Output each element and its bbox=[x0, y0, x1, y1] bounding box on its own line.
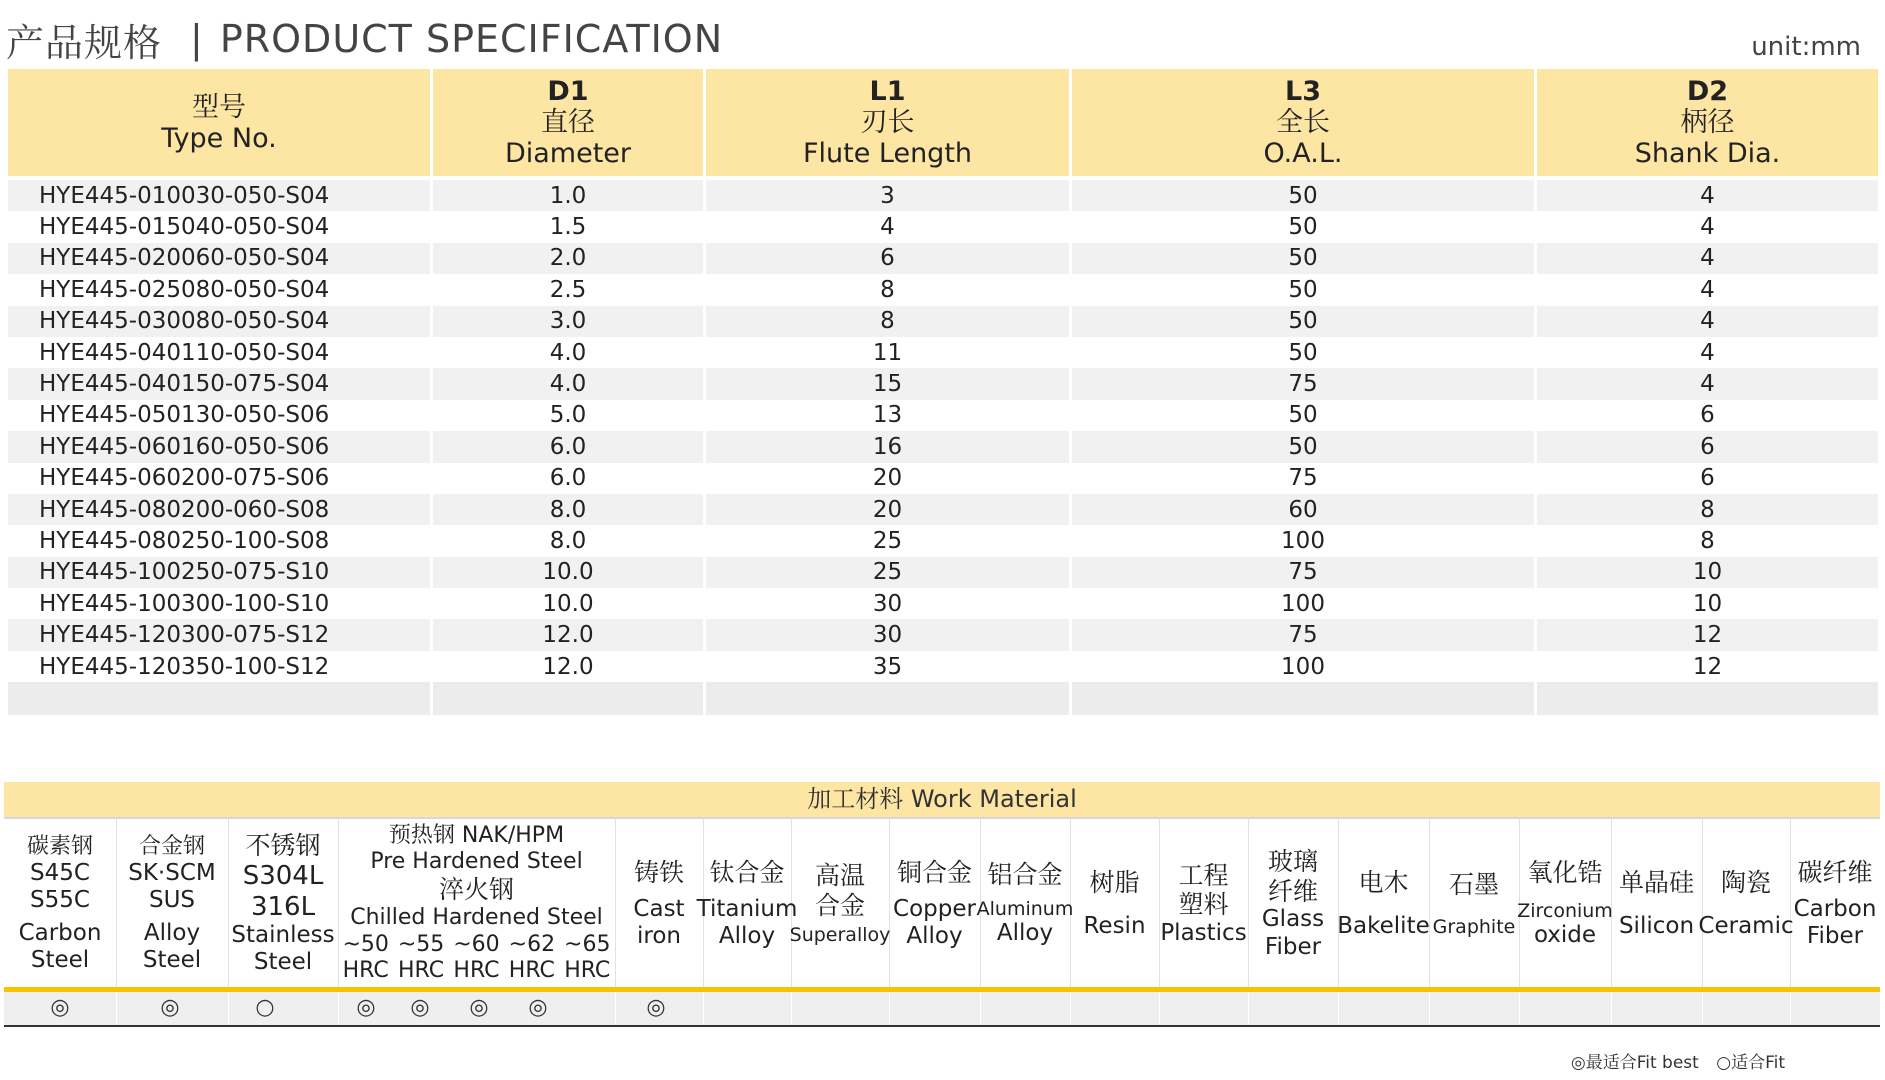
l1-cell: 6 bbox=[706, 243, 1072, 274]
type-no-cell: HYE445-040150-075-S04 bbox=[8, 368, 433, 399]
grade-55: ~55 HRC bbox=[397, 931, 445, 984]
work-material-title: 加工材料 Work Material bbox=[4, 782, 1880, 817]
d2-cell: 8 bbox=[1537, 525, 1878, 556]
page-title bbox=[6, 14, 723, 64]
material-cast-iron: 铸铁 Cast iron bbox=[615, 819, 704, 989]
d1-cell: 8.0 bbox=[433, 525, 706, 556]
material-carbon-fiber: 碳纤维 Carbon Fiber bbox=[1793, 858, 1877, 949]
d2-cell: 4 bbox=[1537, 243, 1878, 274]
material-superalloy: 高温 合金 Superalloy bbox=[791, 819, 890, 989]
material-stainless-steel: 不锈钢 S304L 316L Stainless Steel bbox=[228, 819, 339, 989]
fit-best-mark-hrc50: ◎ bbox=[356, 995, 376, 1020]
table-row bbox=[8, 525, 1878, 556]
table-row bbox=[8, 368, 1878, 399]
l1-cell: 35 bbox=[706, 651, 1072, 682]
material-titanium-alloy: 钛合金 Titanium Alloy bbox=[703, 819, 792, 989]
d1-cell: 8.0 bbox=[433, 494, 706, 525]
table-row bbox=[8, 211, 1878, 242]
material-plastics: 工程 塑料 Plastics bbox=[1159, 819, 1249, 989]
l3-cell: 50 bbox=[1072, 306, 1537, 337]
header-d2: D2 柄径 Shank Dia. bbox=[1537, 69, 1878, 176]
table-row bbox=[8, 400, 1878, 431]
material-carbon-steel: 碳素钢 S45C S55C Carbon Steel bbox=[4, 819, 117, 989]
d2-cell: 4 bbox=[1537, 176, 1878, 211]
fit-mark-stainless-steel: ○ bbox=[255, 995, 275, 1020]
material-resin: 树脂 Resin bbox=[1070, 819, 1160, 989]
d1-cell: 6.0 bbox=[433, 431, 706, 462]
fit-best-mark-hrc62: ◎ bbox=[528, 995, 548, 1020]
l3-cell: 75 bbox=[1072, 557, 1537, 588]
table-row bbox=[8, 651, 1878, 682]
l3-cell: 50 bbox=[1072, 431, 1537, 462]
type-no-cell: HYE445-015040-050-S04 bbox=[8, 211, 433, 242]
l1-cell: 30 bbox=[706, 588, 1072, 619]
legend-fit: ○适合Fit bbox=[1716, 1053, 1785, 1073]
table-bottom-line bbox=[4, 1025, 1880, 1027]
suitability-row bbox=[4, 992, 1880, 1025]
table-row bbox=[8, 306, 1878, 337]
l1-cell: 15 bbox=[706, 368, 1072, 399]
unit-label: unit:mm bbox=[1751, 32, 1861, 62]
material-graphite: 石墨 Graphite bbox=[1429, 819, 1520, 989]
l3-cell: 75 bbox=[1072, 368, 1537, 399]
l3-cell: 50 bbox=[1072, 337, 1537, 368]
table-row bbox=[8, 557, 1878, 588]
d1-cell: 4.0 bbox=[433, 368, 706, 399]
hardness-grades bbox=[338, 932, 615, 985]
header-l1: L1 刃长 Flute Length bbox=[706, 69, 1072, 176]
d1-cell: 1.5 bbox=[433, 211, 706, 242]
grade-50: ~50 HRC bbox=[342, 931, 389, 984]
fit-best-mark-carbon-steel: ◎ bbox=[50, 995, 70, 1020]
type-no-cell: HYE445-020060-050-S04 bbox=[8, 243, 433, 274]
grade-60: ~60 HRC bbox=[453, 931, 500, 984]
type-no-cell: HYE445-060160-050-S06 bbox=[8, 431, 433, 462]
d2-cell: 6 bbox=[1537, 431, 1878, 462]
d2-cell: 10 bbox=[1537, 557, 1878, 588]
l1-cell: 20 bbox=[706, 463, 1072, 494]
title-separator: | bbox=[190, 17, 204, 61]
type-no-cell: HYE445-100250-075-S10 bbox=[8, 557, 433, 588]
d1-cell: 6.0 bbox=[433, 463, 706, 494]
d2-cell: 10 bbox=[1537, 588, 1878, 619]
l1-cell: 25 bbox=[706, 557, 1072, 588]
l1-cell: 30 bbox=[706, 619, 1072, 650]
l1-cell: 13 bbox=[706, 400, 1072, 431]
type-no-cell: HYE445-030080-050-S04 bbox=[8, 306, 433, 337]
spec-header-row bbox=[8, 69, 1878, 176]
material-ceramic: 陶瓷 Ceramic bbox=[1702, 819, 1791, 989]
material-bakelite: 电木 Bakelite bbox=[1338, 819, 1430, 989]
d1-cell: 4.0 bbox=[433, 337, 706, 368]
table-row bbox=[8, 588, 1878, 619]
type-no-cell: HYE445-120300-075-S12 bbox=[8, 619, 433, 650]
l1-cell: 3 bbox=[706, 176, 1072, 211]
l3-cell: 50 bbox=[1072, 211, 1537, 242]
type-no-cell: HYE445-100300-100-S10 bbox=[8, 588, 433, 619]
type-no-cell: HYE445-060200-075-S06 bbox=[8, 463, 433, 494]
table-row bbox=[8, 463, 1878, 494]
type-no-cell: HYE445-080200-060-S08 bbox=[8, 494, 433, 525]
d2-cell: 4 bbox=[1537, 337, 1878, 368]
d2-cell: 6 bbox=[1537, 463, 1878, 494]
table-row bbox=[8, 176, 1878, 211]
l1-cell: 8 bbox=[706, 306, 1072, 337]
d2-cell: 4 bbox=[1537, 211, 1878, 242]
legend bbox=[1559, 1048, 1785, 1073]
l3-cell: 50 bbox=[1072, 274, 1537, 305]
d1-cell: 12.0 bbox=[433, 651, 706, 682]
l1-cell: 11 bbox=[706, 337, 1072, 368]
table-row bbox=[8, 274, 1878, 305]
type-no-cell: HYE445-050130-050-S06 bbox=[8, 400, 433, 431]
type-no-cell: HYE445-120350-100-S12 bbox=[8, 651, 433, 682]
l3-cell: 60 bbox=[1072, 494, 1537, 525]
material-glass-fiber: 玻璃 纤维 Glass Fiber bbox=[1248, 819, 1339, 989]
l3-cell: 50 bbox=[1072, 176, 1537, 211]
material-aluminum-alloy: 铝合金 Aluminum Alloy bbox=[980, 819, 1071, 989]
d1-cell: 5.0 bbox=[433, 400, 706, 431]
spec-table bbox=[8, 69, 1878, 715]
table-row bbox=[8, 494, 1878, 525]
d2-cell: 8 bbox=[1537, 494, 1878, 525]
material-pre-hardened-steel: 预热钢 NAK/HPM Pre Hardened Steel 淬火钢 Chilled Hardened Steel ~50 HRC ~55 HRC ~60 HRC ~62 HRC ~65 HRC bbox=[338, 819, 616, 989]
l3-cell: 50 bbox=[1072, 243, 1537, 274]
d2-cell: 12 bbox=[1537, 619, 1878, 650]
l1-cell: 20 bbox=[706, 494, 1072, 525]
type-no-cell: HYE445-040110-050-S04 bbox=[8, 337, 433, 368]
spec-body bbox=[8, 176, 1878, 715]
work-material-grid bbox=[4, 817, 1880, 989]
title-cn: 产品规格 bbox=[6, 20, 163, 65]
grade-62: ~62 HRC bbox=[508, 931, 556, 984]
table-row bbox=[8, 243, 1878, 274]
fit-best-mark-hrc60: ◎ bbox=[469, 995, 489, 1020]
l3-cell: 50 bbox=[1072, 400, 1537, 431]
l3-cell: 75 bbox=[1072, 463, 1537, 494]
l3-cell: 100 bbox=[1072, 651, 1537, 682]
l1-cell: 4 bbox=[706, 211, 1072, 242]
l3-cell: 100 bbox=[1072, 588, 1537, 619]
table-row bbox=[8, 619, 1878, 650]
d2-cell: 4 bbox=[1537, 368, 1878, 399]
d2-cell: 12 bbox=[1537, 651, 1878, 682]
type-no-cell: HYE445-010030-050-S04 bbox=[8, 176, 433, 211]
grade-65: ~65 HRC bbox=[564, 931, 611, 984]
d1-cell: 10.0 bbox=[433, 557, 706, 588]
type-no-cell: HYE445-080250-100-S08 bbox=[8, 525, 433, 556]
l1-cell: 8 bbox=[706, 274, 1072, 305]
l1-cell: 16 bbox=[706, 431, 1072, 462]
d2-cell: 4 bbox=[1537, 274, 1878, 305]
header-d1: D1 直径 Diameter bbox=[433, 69, 706, 176]
fit-best-mark-hrc55: ◎ bbox=[410, 995, 430, 1020]
d2-cell: 6 bbox=[1537, 400, 1878, 431]
material-alloy-steel: 合金钢 SK·SCM SUS Alloy Steel bbox=[116, 819, 229, 989]
type-no-cell: HYE445-025080-050-S04 bbox=[8, 274, 433, 305]
spec-empty-row bbox=[8, 682, 1878, 715]
d1-cell: 10.0 bbox=[433, 588, 706, 619]
title-en: PRODUCT SPECIFICATION bbox=[219, 17, 724, 61]
l1-cell: 25 bbox=[706, 525, 1072, 556]
legend-fit-best: ◎最适合Fit best bbox=[1570, 1053, 1699, 1073]
material-silicon: 单晶硅 Silicon bbox=[1611, 819, 1703, 989]
d1-cell: 2.0 bbox=[433, 243, 706, 274]
table-row bbox=[8, 431, 1878, 462]
l3-cell: 75 bbox=[1072, 619, 1537, 650]
d1-cell: 1.0 bbox=[433, 176, 706, 211]
d1-cell: 12.0 bbox=[433, 619, 706, 650]
fit-best-mark-alloy-steel: ◎ bbox=[160, 995, 180, 1020]
material-copper-alloy: 铜合金 Copper Alloy bbox=[889, 819, 981, 989]
fit-best-mark-cast-iron: ◎ bbox=[646, 995, 666, 1020]
header-l3: L3 全长 O.A.L. bbox=[1072, 69, 1537, 176]
table-row bbox=[8, 337, 1878, 368]
d1-cell: 3.0 bbox=[433, 306, 706, 337]
material-zirconium-oxide: 氧化锆 Zirconium oxide bbox=[1519, 819, 1612, 989]
l3-cell: 100 bbox=[1072, 525, 1537, 556]
d1-cell: 2.5 bbox=[433, 274, 706, 305]
header-type: 型号 Type No. bbox=[8, 69, 433, 176]
d2-cell: 4 bbox=[1537, 306, 1878, 337]
